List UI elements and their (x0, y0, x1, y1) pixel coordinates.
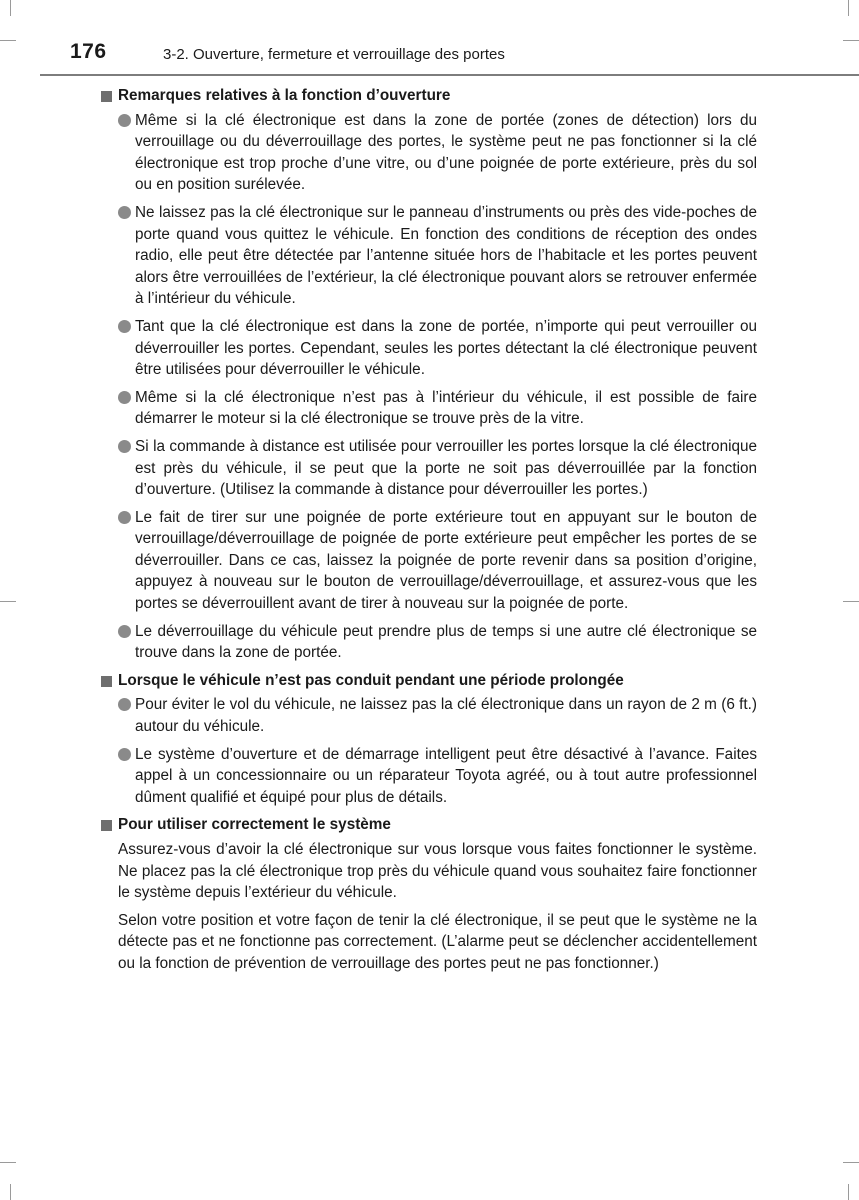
page-content (101, 85, 757, 981)
square-bullet-icon (101, 676, 112, 687)
section-title: 3-2. Ouverture, fermeture et verrouillage des portes (163, 46, 505, 63)
list-item (101, 621, 757, 664)
crop-mark (848, 1184, 849, 1200)
circle-bullet-icon (118, 748, 131, 761)
section-heading (101, 670, 757, 692)
paragraph: Assurez-vous d’avoir la clé électronique sur vous lorsque vous faites fonctionner le système. Ne placez pas la clé électronique trop près du véhicule quand vous souhaitez faire fonctionner le système depuis l’extérieur du véhicule. (118, 841, 757, 902)
section-correct-usage (101, 814, 757, 974)
heading-text: Lorsque le véhicule n’est pas conduit pendant une période prolongée (118, 671, 624, 689)
page-header (0, 0, 859, 75)
crop-mark (0, 601, 16, 602)
crop-mark (843, 601, 859, 602)
circle-bullet-icon (118, 625, 131, 638)
list-item (101, 316, 757, 381)
heading-text: Pour utiliser correctement le système (118, 816, 391, 834)
square-bullet-icon (101, 820, 112, 831)
page-number: 176 (70, 40, 107, 63)
section-opening-remarks (101, 85, 757, 664)
list-item (101, 507, 757, 615)
circle-bullet-icon (118, 206, 131, 219)
list-item (101, 202, 757, 310)
circle-bullet-icon (118, 440, 131, 453)
list-item (101, 110, 757, 196)
list-item-text: Même si la clé électronique n’est pas à l’intérieur du véhicule, il est possible de faire démarrer le moteur si la clé électronique se trouve près de la vitre. (135, 388, 757, 428)
list-item-text: Le déverrouillage du véhicule peut prendre plus de temps si une autre clé électronique se trouve dans la zone de portée. (135, 622, 757, 662)
section-long-term-parking (101, 670, 757, 809)
circle-bullet-icon (118, 511, 131, 524)
section-heading (101, 85, 757, 107)
list-item (101, 744, 757, 809)
circle-bullet-icon (118, 320, 131, 333)
list-item (101, 387, 757, 430)
list-item-text: Même si la clé électronique est dans la zone de portée (zones de détection) lors du verrouillage ou du déverrouillage des portes, le système peut ne pas fonctionner si la clé électronique est trop proche d’une vitre, ou d’une poignée de porte extérieure, près du sol ou en position surélevée. (135, 111, 757, 194)
paragraph: Selon votre position et votre façon de tenir la clé électronique, il se peut que le système ne la détecte pas et ne fonctionne pas correctement. (L’alarme peut se déclencher accidentellement ou la fonction de prévention de verrouillage des portes peut ne pas fonctionner.) (118, 911, 757, 972)
list-item-text: Si la commande à distance est utilisée pour verrouiller les portes lorsque la clé électronique est près du véhicule, il se peut que la porte ne soit pas déverrouillée par la fonction d’ouverture. (Utilisez la commande à distance pour déverrouiller les portes.) (135, 437, 757, 499)
section-heading (101, 814, 757, 836)
list-item (101, 436, 757, 501)
crop-mark (0, 1162, 16, 1163)
crop-mark (10, 1184, 11, 1200)
header-rule (40, 74, 859, 76)
crop-mark (843, 1162, 859, 1163)
list-item-text: Tant que la clé électronique est dans la zone de portée, n’importe qui peut verrouiller ou déverrouiller les portes. Cependant, seules les portes détectant la clé électronique peuvent être utilisées pour déverrouiller le véhicule. (135, 317, 757, 379)
circle-bullet-icon (118, 698, 131, 711)
list-item-text: Pour éviter le vol du véhicule, ne laissez pas la clé électronique dans un rayon de 2 m (6 ft.) autour du véhicule. (135, 696, 757, 736)
list-item-text: Ne laissez pas la clé électronique sur le panneau d’instruments ou près des vide-poches de porte quand vous quittez le véhicule. En fonction des conditions de réception des ondes radio, elle peut être détectée par l’antenne située hors de l’habitacle et les portes peuvent alors être verrouillées de l’extérieur, la clé électronique pouvant alors se retrouver enfermée à l’intérieur du véhicule. (135, 203, 757, 308)
list-item-text: Le système d’ouverture et de démarrage intelligent peut être désactivé à l’avance. Faites appel à un concessionnaire ou un réparateur Toyota agréé, ou à tout autre professionnel dûment qualifié et équipé pour plus de détails. (135, 745, 757, 806)
square-bullet-icon (101, 91, 112, 102)
list-item (101, 694, 757, 737)
circle-bullet-icon (118, 391, 131, 404)
circle-bullet-icon (118, 114, 131, 127)
list-item-text: Le fait de tirer sur une poignée de porte extérieure tout en appuyant sur le bouton de verrouillage/déverrouillage de poignée de porte extérieure peut empêcher les portes de se déverrouiller. Dans ce cas, laissez la poignée de porte revenir dans sa position d’origine, appuyez à nouveau sur le bouton de verrouillage/déverrouillage, et assurez-vous que les portes se déverrouillent avant de tirer à nouveau sur la poignée de porte. (135, 508, 757, 613)
heading-text: Remarques relatives à la fonction d’ouverture (118, 87, 451, 104)
